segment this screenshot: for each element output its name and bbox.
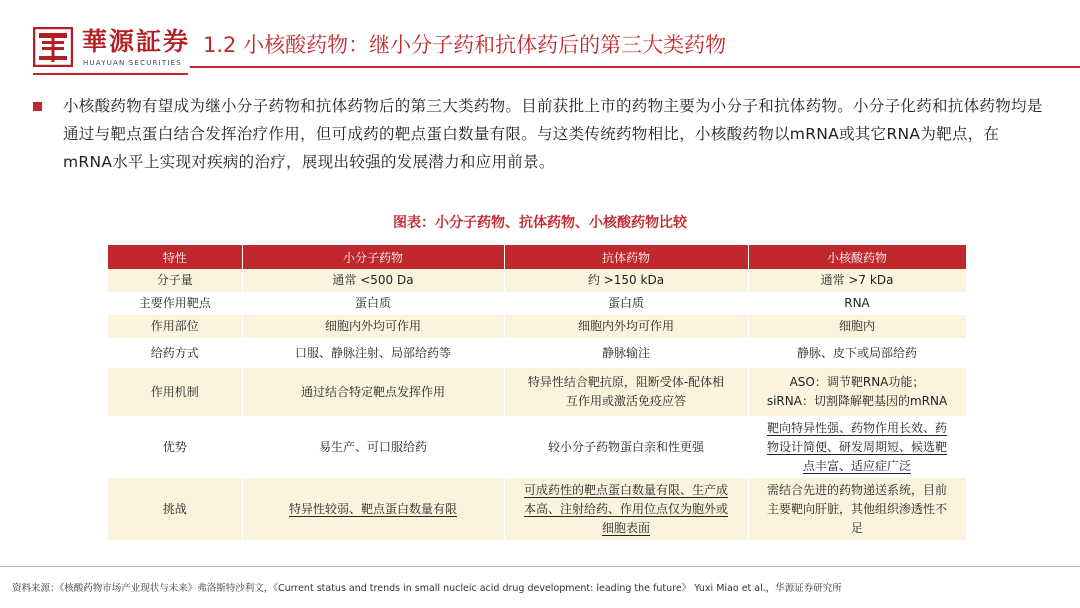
table-cell: 静脉、皮下或局部给药 (748, 338, 966, 368)
table-cell: RNA (748, 292, 966, 315)
table-cell: 分子量 (108, 269, 242, 292)
table-row (108, 478, 966, 540)
table-cell: 通过结合特定靶点发挥作用 (242, 368, 504, 416)
bullet-square-icon (33, 102, 42, 111)
intro-paragraph: 小核酸药物有望成为继小分子药物和抗体药物后的第三大类药物。目前获批上市的药物主要为小分子和抗体药物。小分子化药和抗体药物均是通过与靶点蛋白结合发挥治疗作用，但可成药的靶点蛋白数量有限。与这类传统药物相比，小核酸药物以mRNA或其它RNA为靶点，在mRNA水平上实现对疾病的治疗，展现出较强的发展潜力和应用前景。 (63, 97, 1043, 171)
table-row (108, 338, 966, 368)
table-row (108, 416, 966, 478)
table-header-cell: 小分子药物 (242, 245, 504, 269)
page-title: 1.2 小核酸药物：继小分子药和抗体药后的第三大类药物 (203, 33, 727, 57)
table-cell: 优势 (108, 416, 242, 478)
table-cell: 细胞内外均可作用 (242, 315, 504, 338)
footer-rule (0, 566, 1080, 567)
table-cell: 作用机制 (108, 368, 242, 416)
table-cell: 特异性较弱、靶点蛋白数量有限 (242, 478, 504, 540)
table-cell: 细胞内 (748, 315, 966, 338)
source-note: 资料来源：《核酸药物市场产业现状与未来》弗洛斯特沙利文，《Current status and trends in small nucleic acid drug development: leading the future》 Yuxi Miao et al.，华源证券研究所 (12, 583, 842, 594)
table-cell: ASO：调节靶RNA功能；siRNA：切割降解靶基因的mRNA (748, 368, 966, 416)
table-cell: 蛋白质 (504, 292, 748, 315)
table-cell: 特异性结合靶抗原，阻断受体-配体相互作用或激活免疫应答 (504, 368, 748, 416)
table-cell: 可成药性的靶点蛋白数量有限、生产成本高、注射给药、作用位点仅为胞外或细胞表面 (504, 478, 748, 540)
title-rule (190, 66, 1080, 68)
table-row (108, 269, 966, 292)
comparison-table (108, 245, 967, 540)
table-row (108, 292, 966, 315)
table-cell: 挑战 (108, 478, 242, 540)
table-row (108, 315, 966, 338)
table-cell: 作用部位 (108, 315, 242, 338)
table-cell: 蛋白质 (242, 292, 504, 315)
table-cell: 通常 >7 kDa (748, 269, 966, 292)
table-cell: 需结合先进的药物递送系统，目前主要靶向肝脏，其他组织渗透性不足 (748, 478, 966, 540)
table-cell: 静脉输注 (504, 338, 748, 368)
logo-text: 華源証券 (82, 27, 191, 56)
table-cell: 通常 <500 Da (242, 269, 504, 292)
table-header-row (108, 245, 966, 269)
table-cell: 易生产、可口服给药 (242, 416, 504, 478)
table-cell: 约 >150 kDa (504, 269, 748, 292)
table-cell: 主要作用靶点 (108, 292, 242, 315)
table-caption: 图表：小分子药物、抗体药物、小核酸药物比较 (393, 215, 687, 231)
table-cell: 细胞内外均可作用 (504, 315, 748, 338)
table-header-cell: 小核酸药物 (748, 245, 966, 269)
logo-subtext: HUAYUAN SECURITIES (83, 59, 182, 67)
table-cell: 给药方式 (108, 338, 242, 368)
table-cell: 靶向特异性强、药物作用长效、药物设计简便、研发周期短、候选靶点丰富、适应症广泛 (748, 416, 966, 478)
table-cell: 较小分子药物蛋白亲和性更强 (504, 416, 748, 478)
table-row (108, 368, 966, 416)
table-cell: 口服、静脉注射、局部给药等 (242, 338, 504, 368)
logo-rule (33, 73, 188, 75)
logo-seal-icon (33, 27, 73, 67)
table-header-cell: 抗体药物 (504, 245, 748, 269)
header (0, 0, 1080, 80)
table-header-cell: 特性 (108, 245, 242, 269)
